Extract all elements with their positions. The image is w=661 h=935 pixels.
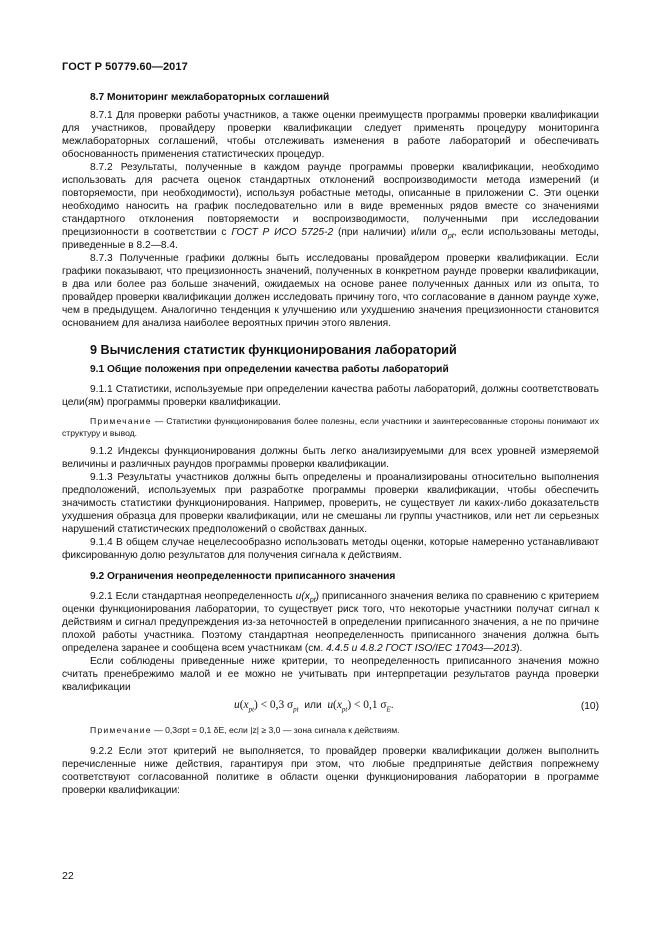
formula-10 <box>62 696 599 716</box>
paragraph-8-7-3: 8.7.3 Полученные графики должны быть исследованы провайдером проверки квалификации. Если графики показывают, что прецизионность значений, полученных в конкретном раунде проверки квалификации, в два или более раз больше значений, ожидаемых на основе ранее полученных данных или из опыта, то провайдер проверки квалификации должен исследовать причину того, что согласование в данном раунде хуже, чем в предыдущем. Аналогично тенденция к улучшению или ухудшению значения прецизионности становится основанием для анализа наиболее вероятных причин этого явления. <box>62 253 599 329</box>
document-header: ГОСТ Р 50779.60—2017 <box>62 61 188 73</box>
note-2: Примечание — 0,3σpt = 0,1 δE, если |z| ≥ 3,0 — зона сигнала к действиям. <box>90 725 400 735</box>
paragraph-9-1-1: 9.1.1 Статистики, используемые при определении качества работы лабораторий, должны соответствовать цели(ям) программы проверки квалификации. <box>62 384 599 408</box>
paragraph-8-7-2: 8.7.2 Результаты, полученные в каждом раунде программы проверки квалификации, необходимо использовать для расчета оценок стандартных отклонений воспроизводимости метода измерений (и повторяемости, при необходимости), используя робастные методы, описанные в приложении С. Эти оценки необходимо наносить на график последовательно или в виде временных рядов вместе со значениями стандартного отклонения повторяемости и воспроизводимости, полученными при исследовании прецизионности в соответствии с ГОСТ Р ИСО 5725-2 (при наличии) и/или $\sigma_{pt}$, если использованы методы, приведенные в 8.2—8.4. <box>62 162 599 251</box>
section-9-2-title: 9.2 Ограничения неопределенности приписанного значения <box>90 571 396 582</box>
paragraph-9-1-2: 9.1.2 Индексы функционирования должны быть легко анализируемыми для всех уровней измеряемой величины и различных раундов программы проверки квалификации. <box>62 446 599 470</box>
paragraph-9-1-4: 9.1.4 В общем случае нецелесообразно использовать методы оценки, которые намеренно устанавливают фиксированную долю результатов для получения сигнала к действиям. <box>62 537 599 561</box>
paragraph-9-2-1-criteria: Если соблюдены приведенные ниже критерии, то неопределенность приписанного значения можно считать пренебрежимо малой и ее можно не учитывать при интерпретации результатов раунда проверки квалификации <box>62 656 599 693</box>
formula-expression: $u(x_{pt}) < 0,3$ $\sigma_{pt}$ или $u(x_{pt}) < 0,1$ $\sigma_E$. <box>234 699 394 714</box>
section-9-title: 9 Вычисления статистик функционирования лабораторий <box>90 343 457 357</box>
paragraph-8-7-1: 8.7.1 Для проверки работы участников, а также оценки преимуществ программы проверки квалификации для участников, провайдеру проверки квалификации следует применять процедуру мониторинга межлабораторных соглашений, чтобы отслеживать изменения в работе лабораторий и обеспечивать обоснованность применения статистических процедур. <box>62 110 599 160</box>
page-body <box>62 91 599 797</box>
note-1: Примечание — Статистики функционирования более полезны, если участники и заинтересованные стороны понимают их структуру и вывод. <box>62 416 599 438</box>
section-9-1-title: 9.1 Общие положения при определении качества работы лабораторий <box>90 364 449 375</box>
page-number: 22 <box>62 870 74 882</box>
section-8-7-title: 8.7 Мониторинг межлабораторных соглашений <box>90 92 330 103</box>
formula-number: (10) <box>580 701 599 712</box>
paragraph-9-2-1: 9.2.1 Если стандартная неопределенность $u(x_{pt})$ приписанного значения велика по сравнению с критерием оценки функционирования лаборатории, то существует риск того, что некоторые участники получат сигнал к действиям и сигнал предупреждения из-за неточностей в определении приписанного значения, а не по причине плохой работы участника. Поэтому стандартная неопределенность приписанного значения должна быть определена заранее и сообщена всем участникам (см. 4.4.5 и 4.8.2 ГОСТ ISO/IEC 17043—2013). <box>62 591 599 654</box>
paragraph-9-2-2: 9.2.2 Если этот критерий не выполняется, то провайдер проверки квалификации должен выполнить перечисленные ниже действия, гарантируя при этом, что любые предпринятые действия попрежнему соответствуют согласованной политике в области оценки функционирования лаборатории в программе проверки квалификации: <box>62 746 599 796</box>
paragraph-9-1-3: 9.1.3 Результаты участников должны быть определены и проанализированы относительно выполнения предположений, используемых при разработке программы проверки квалификации, чтобы обеспечить значимость статистики функционирования. Например, проверить, не существует ли каких-либо доказательств ухудшения образца для проверки квалификации, или не смешаны ли группы участников, или нет ли серьезных нарушений статистических предположений о свойствах данных. <box>62 472 599 535</box>
